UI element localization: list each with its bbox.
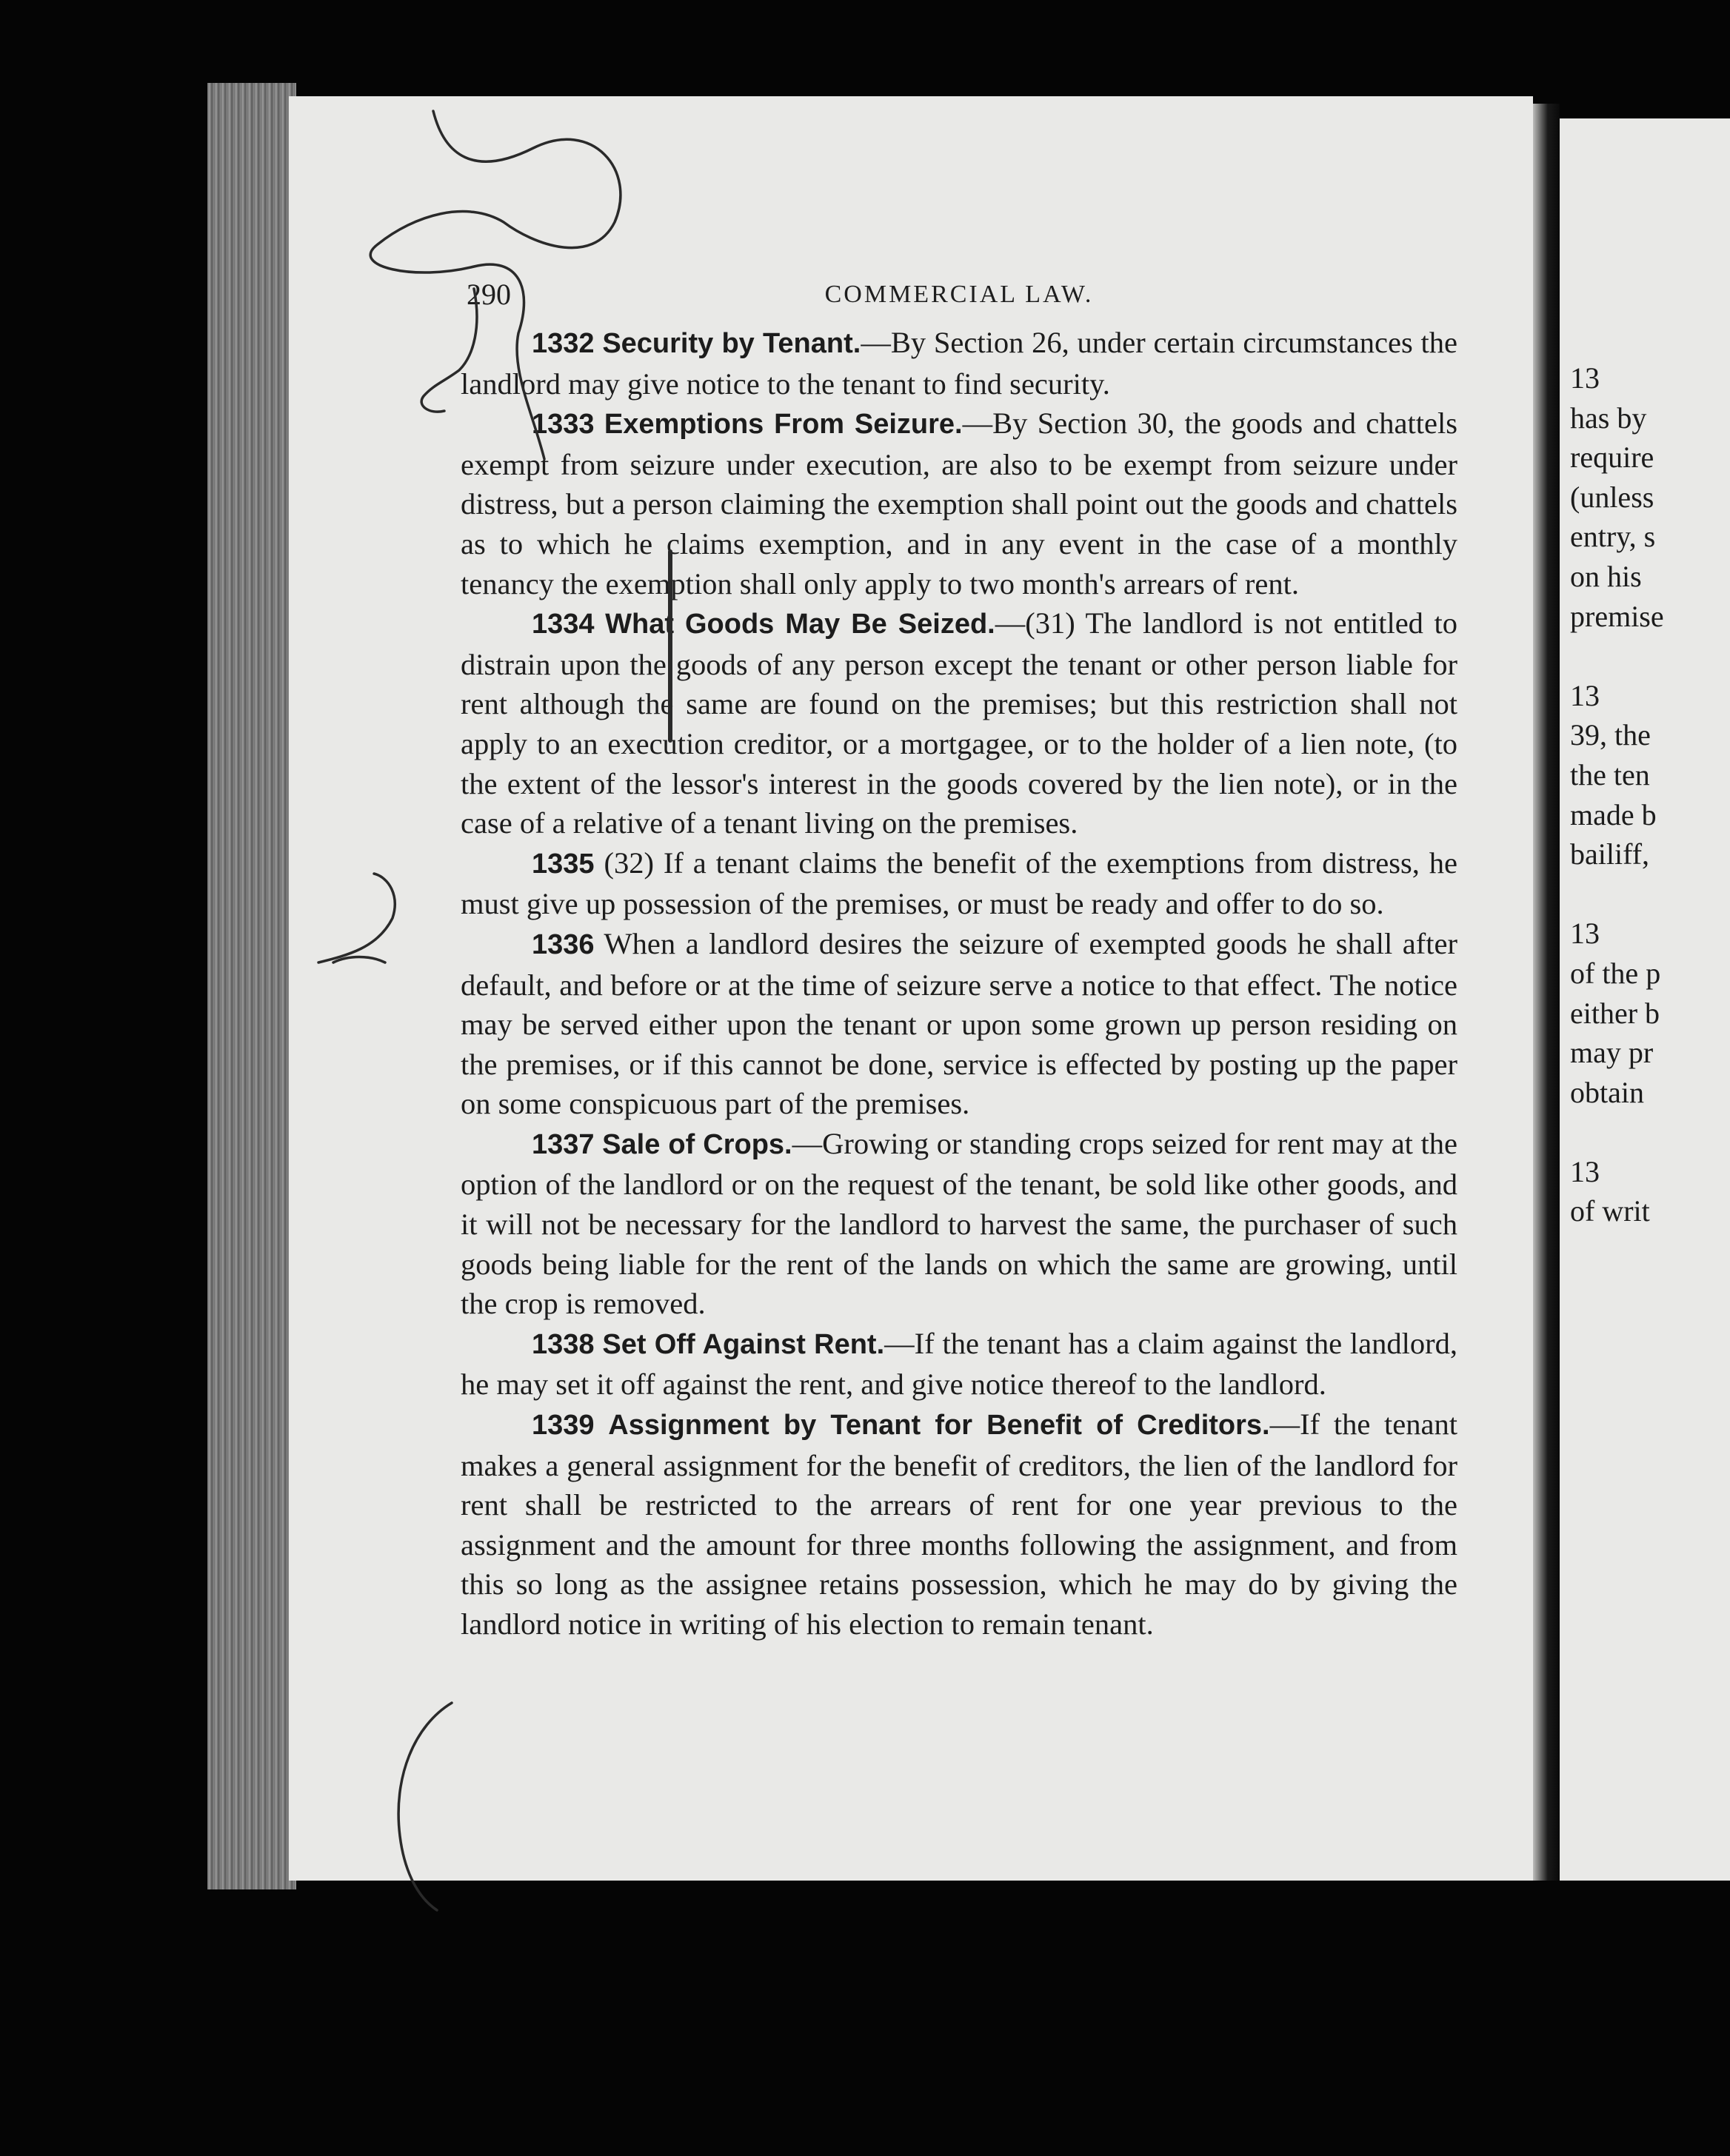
right-page-line: 13: [1570, 361, 1600, 395]
right-page-line: of writ: [1570, 1194, 1650, 1228]
right-page-line: the ten: [1570, 757, 1650, 791]
right-page-line: bailiff,: [1570, 837, 1650, 871]
section-1333: [461, 404, 1457, 603]
section-heading: Assignment by Tenant for Benefit of Creditors.: [608, 1410, 1270, 1442]
page-number: 290: [467, 278, 511, 311]
right-page-gap: [1570, 874, 1730, 914]
right-page-line: (unless: [1570, 480, 1654, 514]
right-page-gap: [1570, 1112, 1730, 1152]
right-page-line: 13: [1570, 678, 1600, 712]
section-text: —If the tenant makes a general assignment for the benefit of creditors, the lien of the landlord for rent shall be restricted to the arrears of rent for one year previous to the assignment and the amount for three months following the assignment, and from this so long as the assignee retains possession, which he may do by giving the landlord notice in writing of his election to remain tenant.: [461, 1407, 1457, 1641]
right-page-line: require: [1570, 441, 1654, 475]
right-page-line: obtain: [1570, 1075, 1644, 1109]
section-heading: Set Off Against Rent.: [602, 1328, 885, 1360]
section-1338: [461, 1324, 1457, 1405]
section-heading: Sale of Crops.: [602, 1128, 792, 1160]
section-number: 1335: [532, 848, 595, 880]
section-1332: [461, 323, 1457, 404]
book-gutter: [1533, 104, 1560, 1881]
section-heading: What Goods May Be Seized.: [605, 609, 995, 640]
section-text: —If the tenant has a claim against the landlord, he may set it off against the rent, and give notice thereof to the landlord.: [461, 1326, 1458, 1402]
running-header: COMMERCIAL LAW.: [824, 281, 1094, 308]
right-page-fragments: [1570, 358, 1730, 1231]
right-page-line: 13: [1570, 917, 1600, 951]
right-page-line: on his: [1570, 559, 1642, 593]
right-page-line: may pr: [1570, 1036, 1654, 1070]
section-1336: [461, 924, 1457, 1124]
section-text: —By Section 30, the goods and chattels exempt from seizure under execution, are also to be exempt from seizure under distress, but a person claiming the exemption shall point out the goods and chattels as to which he claims exemption, and in any event in the case of a monthly tenancy the exemption shall only apply to two month's arrears of rent.: [461, 406, 1457, 600]
right-page-line: of the p: [1570, 956, 1661, 990]
section-text: When a landlord desires the seizure of exempted goods he shall after default, and before or at the time of seizure serve a notice to that effect. The notice may be served either upon the tenant or upon some grown up person residing on the premises, or if this cannot be done, service is effected by posting up the paper on some conspicuous part of the premises.: [461, 926, 1457, 1121]
section-text: —By Section 26, under certain circumstances the landlord may give notice to the tenant to find security.: [461, 326, 1458, 401]
section-1337: [461, 1124, 1457, 1324]
right-page-line: made b: [1570, 797, 1657, 831]
right-page-line: entry, s: [1570, 520, 1656, 554]
section-heading: Exemptions From Seizure.: [604, 409, 963, 441]
section-number: 1338: [532, 1328, 595, 1360]
section-number: 1333: [532, 409, 595, 441]
section-number: 1336: [532, 928, 595, 960]
section-heading: Security by Tenant.: [602, 328, 861, 359]
section-number: 1332: [532, 328, 595, 359]
right-page-line: either b: [1570, 996, 1660, 1030]
right-page-line: has by: [1570, 401, 1647, 435]
section-text: —Growing or standing crops seized for rent may at the option of the landlord or on the request of the tenant, be sold like other goods, and it will not be necessary for the landlord to harvest the same, the purchaser of such goods being liable for the rent of the lands on which the same are growing, until the crop is removed.: [461, 1126, 1458, 1321]
right-page-line: 39, the: [1570, 718, 1651, 752]
right-page-line: premise: [1570, 599, 1664, 633]
section-1335: [461, 843, 1457, 924]
section-number: 1334: [532, 609, 595, 640]
right-page-line: 13: [1570, 1154, 1600, 1188]
section-text: —(31) The landlord is not entitled to distrain upon the goods of any person except the tenant or other person liable for rent although the same are found on the premises; but this restriction shall not apply to an execution creditor, or a mortgagee, or to the holder of a lien note, (to the extent of the lessor's interest in the goods covered by the lien note), or in the case of a relative of a tenant living on the premises.: [461, 606, 1457, 840]
page-body: [461, 323, 1457, 1644]
section-1339: [461, 1405, 1457, 1644]
section-text: (32) If a tenant claims the benefit of the exemptions from distress, he must give up possession of the premises, or must be ready and offer to do so.: [461, 846, 1458, 921]
section-1334: [461, 603, 1457, 843]
section-number: 1339: [532, 1410, 595, 1442]
section-number: 1337: [532, 1128, 595, 1160]
right-page-gap: [1570, 636, 1730, 676]
book-page-edges: [207, 83, 296, 1889]
